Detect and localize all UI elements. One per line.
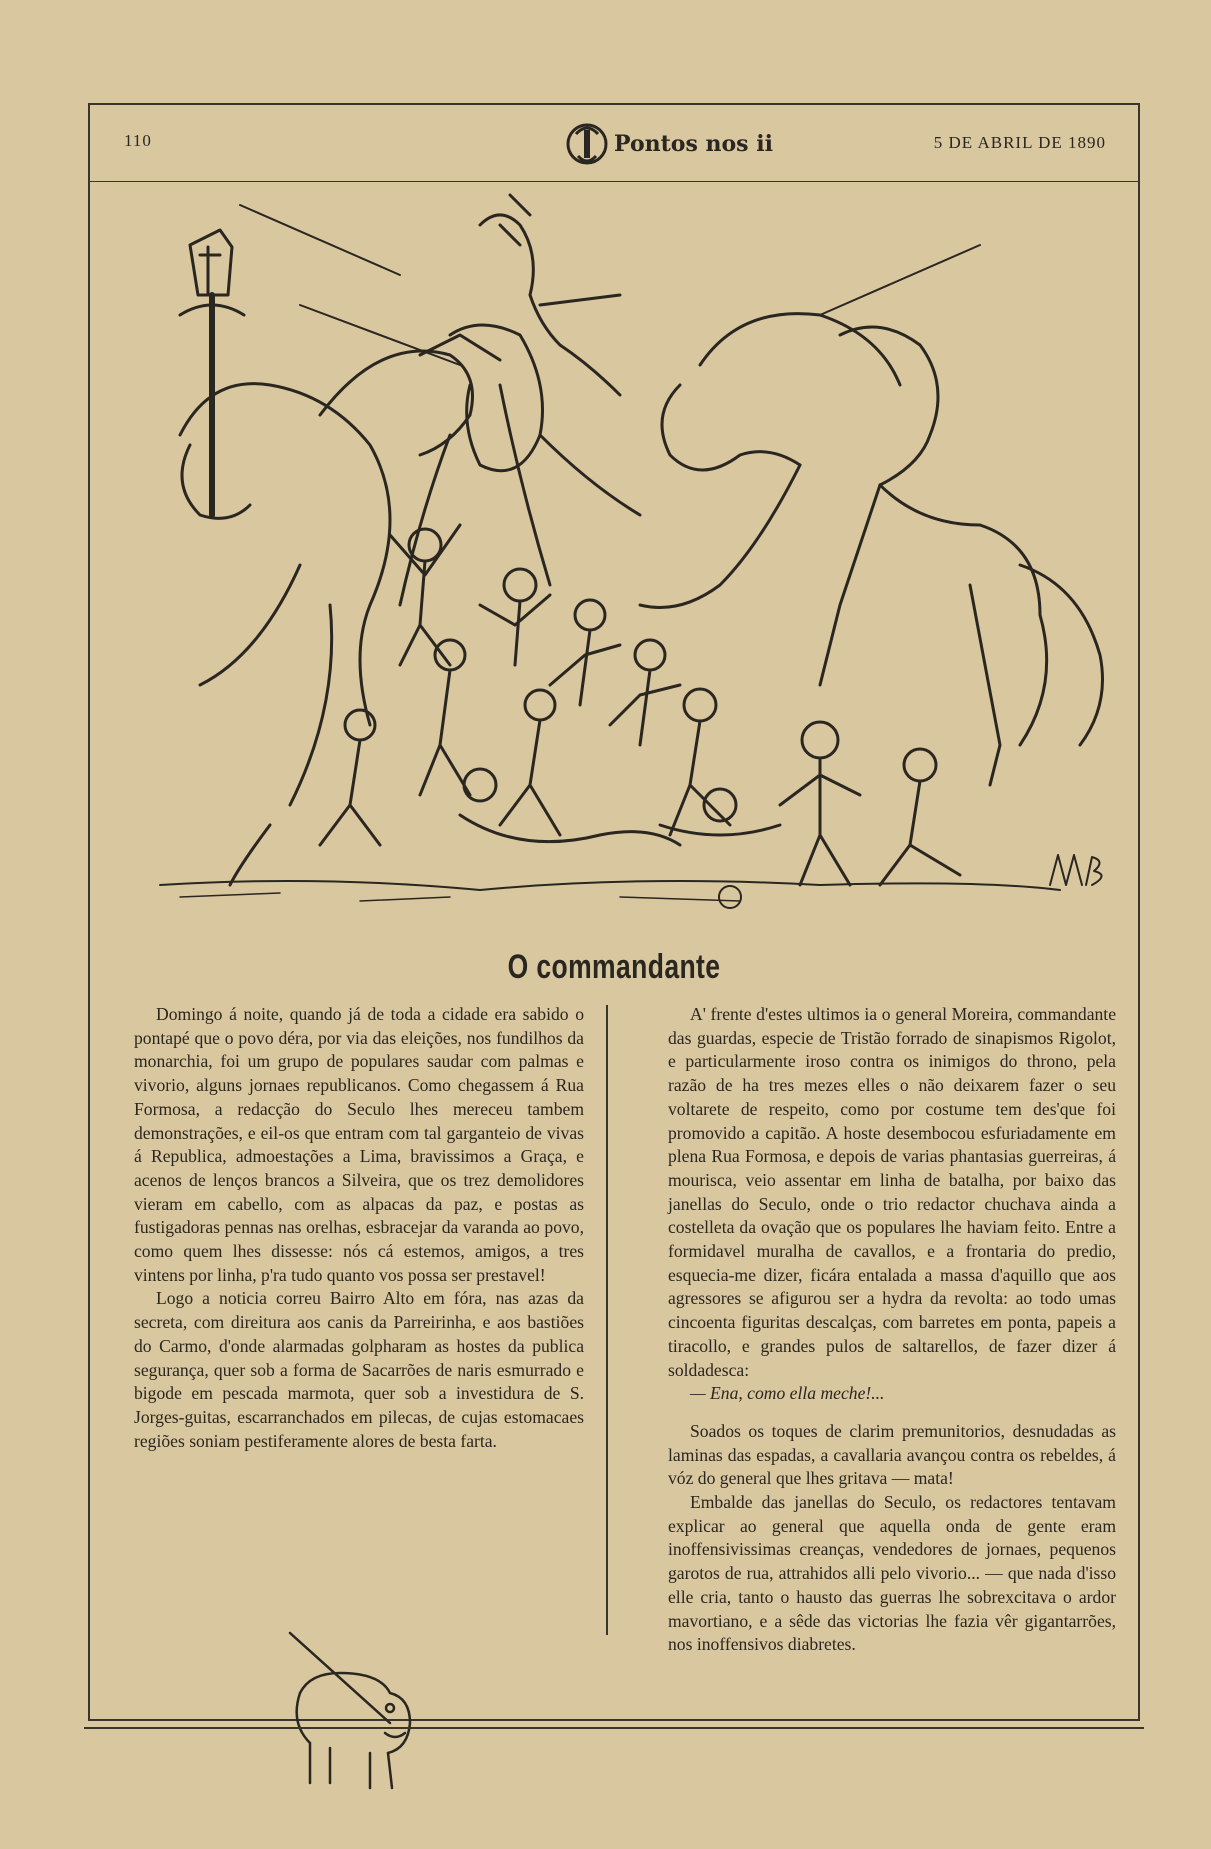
issue-date: 5 DE ABRIL DE 1890 <box>933 133 1106 152</box>
masthead <box>566 113 773 175</box>
page-frame <box>88 103 1140 1721</box>
paragraph: A' frente d'estes ultimos ia o general Moreira, commandante das guardas, especie de Tristão forrado de sinapismos Rigolot, e particularmente iroso contra os inimigos do throno, pela razão de ha tres mezes elles o não deixarem fazer o seu voltarete de respeito, como por costume tem des'que foi promovido a capitão. A hoste desembocou esfuriadamente em plena Rua Formosa, e depois de varias phantasias guerreiras, á mourisca, veio assentar em linha de batalha, por baixo das janellas do Seculo, onde o trio redactor chuchava ainda a costelleta da ovação que os populares lhe haviam feito. Entre a formidavel muralha de cavallos, e a frontaria do predio, esquecia-me dizer, ficára entalada a massa d'aquillo que aos agressores se afigurou ser a hydra da revolta: ao todo umas cincoenta figuritas descalças, com barretes em ponta, papeis a tiracollo, e grandes pulos de saltarellos, de fazer dizer á soldadesca: <box>668 1004 1116 1380</box>
bulldog-icon <box>270 1623 450 1803</box>
street-lamp-icon <box>180 230 244 515</box>
masthead-logo-icon <box>566 116 608 172</box>
crowd-figures <box>320 525 960 885</box>
column-divider <box>606 1005 608 1635</box>
quote-line: — Ena, como ella meche!... <box>690 1383 885 1404</box>
page-header <box>90 105 1138 182</box>
page-number: 110 <box>124 131 152 150</box>
paragraph: Logo a noticia correu Bairro Alto em fóra, nas azas da secreta, com direitura aos canis da Parreirinha, e aos bastiões do Carmo, d'onde alarmadas golpharam as hostes da publica segurança, quer sob a forma de Sacarrões de naris esmurrado e bigode em pescada marmota, quer sob a investidura de S. Jorges-guitas, escarranchados em pilecas, de cujas estomacaes regiões soniam pestiferamente alores de besta farta. <box>134 1288 584 1451</box>
paragraph: Domingo á noite, quando já de toda a cidade era sabido o pontapé que o povo déra, por via das eleições, nos fundilhos da monarchia, foi um grupo de populares saudar com palmas e vivorio, alguns jornaes republicanos. Como chegassem á Rua Formosa, a redacção do Seculo lhes mereceu tambem demonstrações, e eil-os que entram com tal garganteio de vivas á Republica, admoestações a Lima, bravissimos a Graça, e acenos de lenços brancos a Silveira, que os trez demolidores vieram em cabello, com as alpacas da paz, e postas as fustigadoras pennas nas orelhas, esbracejar da varanda ao povo, como quem lhes dissesse: nós cá estemos, amigos, a tres vintens por linha, p'ra tudo quanto vos possa ser prestavel! <box>134 1004 584 1285</box>
paragraph: Soados os toques de clarim premunitorios, desnudadas as laminas das espadas, a cavallaria avançou contra os rebeldes, á vóz do general que lhes gritava — mata! <box>668 1420 1116 1489</box>
masthead-title: Pontos nos ii <box>614 131 773 157</box>
paragraph: Embalde das janellas do Seculo, os redactores tentavam explicar ao general que aquella onda de gente eram inoffensivissimas creanças, vendedores de jornaes, pequenos garotos de rua, attrahidos alli pelo vivorio... — que nada d'isso elle cria, tanto o hausto das guerras lhe sobrexcitava o ardor mavortiano, e a sêde das victorias lhe fazia vêr gigantarrões, nos inoffensivos diabretes. <box>668 1492 1116 1655</box>
article-column-left <box>134 1003 584 1453</box>
left-horse-rider <box>180 305 500 885</box>
article-title: O commandante <box>507 948 721 986</box>
right-horse-rider <box>640 245 1103 785</box>
signature-mb <box>1050 855 1102 885</box>
article-column-right <box>668 1003 1116 1657</box>
cavalry-charge-illustration <box>120 185 1120 965</box>
